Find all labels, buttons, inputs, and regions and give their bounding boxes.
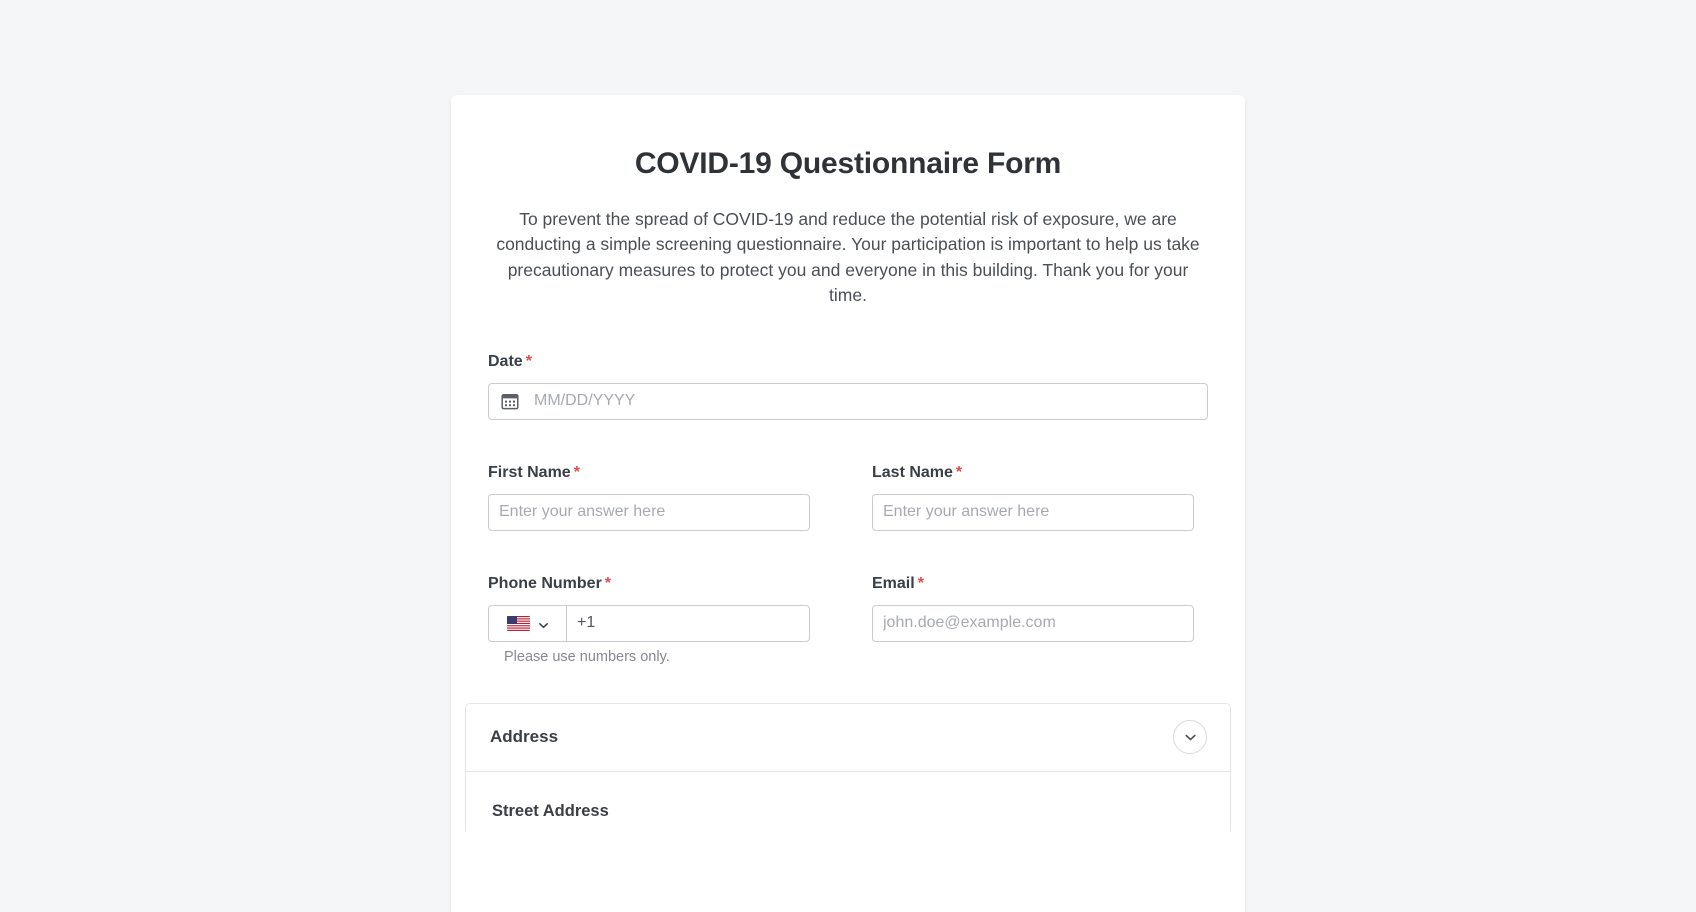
last-name-required-marker: * <box>955 463 963 481</box>
phone-helper-text: Please use numbers only. <box>504 648 670 665</box>
phone-number-input[interactable] <box>566 605 810 642</box>
phone-input-row <box>488 605 810 642</box>
email-label-text: Email <box>872 574 915 592</box>
first-name-label <box>488 464 810 482</box>
address-section-title: Address <box>490 727 559 746</box>
last-name-field-group <box>872 464 1194 531</box>
form-description: To prevent the spread of COVID-19 and reduce the potential risk of exposure, we are conducting a simple screening questionnaire. Your participation is important to help us take precautionary measures to protect you and everyone in this building. Thank you for your time. <box>496 209 1200 306</box>
first-name-required-marker: * <box>573 463 580 481</box>
first-name-label-text: First Name <box>488 463 571 481</box>
date-field-group <box>488 353 1208 420</box>
email-label <box>872 575 1194 593</box>
street-address-label: Street Address <box>492 801 609 820</box>
email-field-group <box>872 575 1194 665</box>
address-accordion-header[interactable] <box>466 704 1230 772</box>
page-title: COVID-19 Questionnaire Form <box>634 147 1062 180</box>
name-row <box>488 464 1208 531</box>
chevron-down-icon <box>538 618 548 628</box>
form-content <box>451 95 1245 831</box>
contact-row <box>488 575 1208 665</box>
last-name-label-text: Last Name <box>872 463 953 481</box>
phone-label <box>488 575 810 593</box>
date-label <box>488 353 1208 371</box>
date-input-wrapper <box>488 383 1208 420</box>
first-name-input[interactable] <box>488 494 810 531</box>
united-states-flag-icon <box>507 616 530 631</box>
address-accordion-body <box>466 772 1230 831</box>
first-name-field-group <box>488 464 810 531</box>
date-required-marker: * <box>525 352 532 370</box>
calendar-icon <box>501 392 519 410</box>
phone-required-marker: * <box>604 574 612 592</box>
country-code-select[interactable] <box>488 605 566 642</box>
address-accordion <box>465 703 1231 831</box>
questionnaire-form-card <box>451 95 1245 912</box>
phone-field-group <box>488 575 810 665</box>
email-required-marker: * <box>917 574 924 592</box>
date-label-text: Date <box>488 352 523 370</box>
last-name-input[interactable] <box>872 494 1194 531</box>
last-name-label <box>872 464 1194 482</box>
email-input[interactable] <box>872 605 1194 642</box>
chevron-down-icon[interactable] <box>1173 720 1207 754</box>
phone-label-text: Phone Number <box>488 574 602 592</box>
date-input[interactable] <box>488 383 1208 420</box>
